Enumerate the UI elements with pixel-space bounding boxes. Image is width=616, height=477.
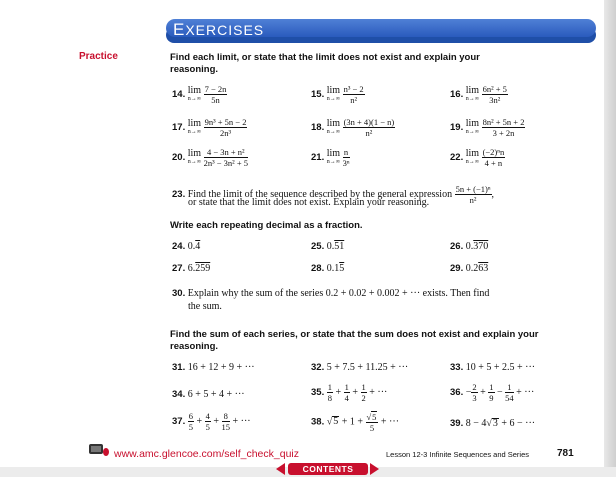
decimals-instructions: Write each repeating decimal as a fraction. [170, 220, 363, 231]
limit-problem: 22. lim n→∞ $\frac{\text{(−2)ⁿn}}{4 + n}$ [450, 147, 505, 168]
limit-problem: 21. lim n→∞ $\frac{n}{\text{3ⁿ}}$ [311, 147, 350, 168]
problem-23-line2: or state that the limit does not exist. Explain your reasoning. [188, 197, 430, 208]
problem-31: 31. 16 + 12 + 9 + ··· [172, 362, 255, 373]
problem-32: 32. 5 + 7.5 + 11.25 + ··· [311, 362, 409, 373]
previous-page-arrow-icon[interactable] [276, 463, 285, 475]
limit-problem: 14. lim n→∞ $\frac{7 - 2n}{5n}$ [172, 84, 227, 105]
problem-number: 23. [172, 188, 186, 200]
page-number: 781 [557, 448, 574, 459]
lesson-label: Lesson 12-3 Infinite Sequences and Series [386, 450, 530, 459]
problem-30-line2: the sum. [188, 301, 222, 312]
limit-problem: 15. lim n→∞ $\frac{\text{n³ − 2}}{\text{n²}}$ [311, 84, 364, 105]
problem-23-fraction: $\frac{\text{5n + (−1)ⁿ}}{\text{n²}}$ [455, 184, 491, 205]
limits-instructions: Find each limit, or state that the limit does not exist and explain your reasoning. [170, 52, 480, 75]
problem-number: 30. [172, 288, 186, 299]
computer-mouse-icon[interactable] [88, 441, 110, 457]
decimal-problem: 27. 6.259 [172, 263, 211, 274]
decimal-problem: 24. 0.4 [172, 241, 201, 252]
limit-problem: 17. lim n→∞ $\frac{\text{9n³ + 5n − 2}}{\text{2n³}}$ [172, 117, 247, 138]
problem-30-text: Explain why the sum of the series 0.2 + 0.02 + 0.002 + ··· exists. Then find [187, 288, 490, 299]
limit-problem: 18. lim n→∞ $\frac{(3n + 4)(1 - n)}{\text{n²}}$ [311, 117, 395, 138]
problem-35: 35. $\frac{1}{8}$ + $\frac{1}{4}$ + $\frac{1}{2}$ + ··· [311, 382, 388, 403]
problem-36: 36. − $\frac{2}{3}$ + $\frac{1}{9}$ − $\frac{1}{54}$ + ··· [450, 382, 535, 403]
problem-23: 23. Find the limit of the sequence described by the general expression $\frac{\text{5n + (−1)ⁿ}}{\text{n²}}$ , [172, 184, 495, 205]
problem-38: 38. √5 + 1 + $\frac{√5}{5}$ + ··· [311, 412, 400, 433]
problem-33: 33. 10 + 5 + 2.5 + ··· [450, 362, 536, 373]
limit-problem: 16. lim n→∞ $\frac{\text{6n² + 5}}{\text{3n²}}$ [450, 84, 507, 105]
exercises-title [173, 20, 264, 40]
problem-23-text: Find the limit of the sequence described by the general expression [187, 188, 453, 200]
contents-button[interactable]: CONTENTS [288, 463, 368, 475]
page-edge [604, 0, 616, 477]
decimal-problem: 28. 0.15 [311, 263, 345, 274]
title-rest: XERCISES [185, 22, 265, 38]
decimal-problem: 25. 0.51 [311, 241, 345, 252]
title-initial: E [173, 20, 186, 39]
series-instructions: Find the sum of each series, or state that the sum does not exist and explain your reasoning. [170, 329, 539, 352]
next-page-arrow-icon[interactable] [370, 463, 379, 475]
problem-34: 34. 6 + 5 + 4 + ··· [172, 389, 245, 400]
decimal-problem: 26. 0.370 [450, 241, 489, 252]
limit-problem: 19. lim n→∞ $\frac{\text{8n² + 5n + 2}}{3 + 2n}$ [450, 117, 525, 138]
decimal-problem: 29. 0.263 [450, 263, 489, 274]
problem-30 [172, 288, 489, 299]
problem-39: 39. 8 − 4√3 + 6 − ··· [450, 418, 536, 429]
problem-37: 37. $\frac{6}{5}$ + $\frac{4}{5}$ + $\frac{8}{15}$ + ··· [172, 411, 251, 432]
practice-label: Practice [79, 51, 118, 62]
limit-problem: 20. lim n→∞ $\frac{\text{4 − 3n + n²}}{\text{2n³ − 3n² + 5}}$ [172, 147, 248, 168]
self-check-quiz-link[interactable]: www.amc.glencoe.com/self_check_quiz [114, 448, 300, 460]
